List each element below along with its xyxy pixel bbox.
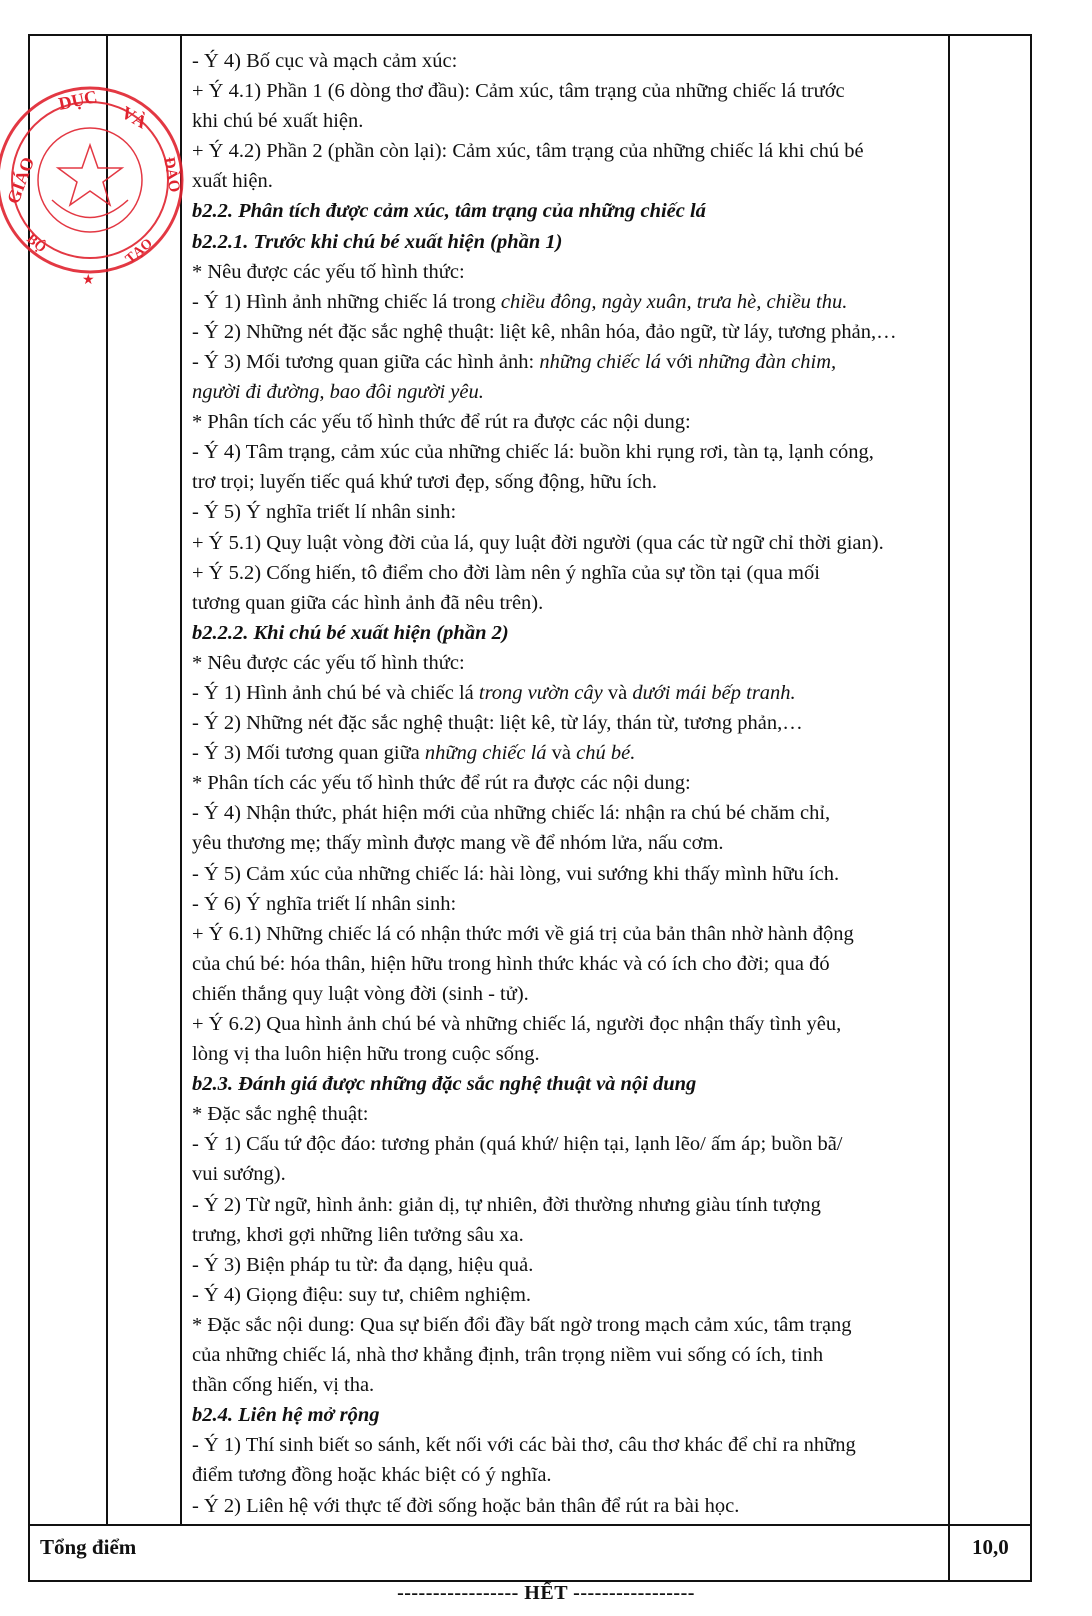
- svg-text:TẠO: TẠO: [122, 236, 156, 268]
- content-text: trơ trọi; luyến tiếc quá khứ tươi đẹp, sống động, hữu ích.: [192, 471, 657, 494]
- content-text: lòng vị tha luôn hiện hữu trong cuộc sống.: [192, 1043, 540, 1066]
- total-score: 10,0: [972, 1535, 1009, 1559]
- content-text: của những chiếc lá, nhà thơ khẳng định, trân trọng niềm vui sống có ích, tinh: [192, 1344, 824, 1367]
- content-line: [192, 738, 970, 768]
- content-text: - Ý 2) Những nét đặc sắc nghệ thuật: liệt kê, nhân hóa, đảo ngữ, từ láy, tương phản,…: [192, 320, 897, 343]
- content-line: [192, 1069, 970, 1099]
- content-text: - Ý 6) Ý nghĩa triết lí nhân sinh:: [192, 892, 457, 915]
- content-line: [192, 558, 970, 588]
- end-marker: ----------------- HẾT -----------------: [397, 1582, 695, 1604]
- content-line: [192, 196, 970, 226]
- table-border-top: [28, 34, 1032, 36]
- content-text: và: [546, 742, 577, 765]
- content-line: [192, 46, 970, 76]
- content-text: b2.4. Liên hệ mở rộng: [192, 1404, 380, 1427]
- content-text: * Phân tích các yếu tố hình thức để rút ra được các nội dung:: [192, 772, 691, 795]
- content-line: [192, 1190, 970, 1220]
- content-text: dưới mái bếp tranh.: [632, 681, 796, 704]
- content-line: [192, 497, 970, 527]
- content-line: [192, 1491, 970, 1521]
- svg-text:★: ★: [82, 273, 95, 288]
- content-text: tương quan giữa các hình ảnh đã nêu trên).: [192, 591, 544, 614]
- content-text: - Ý 1) Thí sinh biết so sánh, kết nối với các bài thơ, câu thơ khác để chỉ ra những: [192, 1434, 856, 1457]
- content-text: * Nêu được các yếu tố hình thức:: [192, 651, 465, 674]
- content-line: [192, 889, 970, 919]
- content-text: chiến thắng quy luật vòng đời (sinh - tử).: [192, 982, 529, 1005]
- content-line: [192, 859, 970, 889]
- content-line: [192, 1009, 970, 1039]
- content-line: [192, 347, 970, 377]
- content-text: xuất hiện.: [192, 170, 273, 193]
- content-text: + Ý 4.1) Phần 1 (6 dòng thơ đầu): Cảm xúc, tâm trạng của những chiếc lá trước: [192, 80, 845, 103]
- content-text: thần cống hiến, vị tha.: [192, 1374, 375, 1397]
- content-line: [192, 227, 970, 257]
- content-text: * Đặc sắc nghệ thuật:: [192, 1103, 369, 1126]
- table-border-left: [28, 34, 30, 1582]
- content-line: [192, 1250, 970, 1280]
- content-line: [192, 467, 970, 497]
- red-seal-stamp: [0, 40, 190, 288]
- content-line: [192, 437, 970, 467]
- content-line: [192, 919, 970, 949]
- content-text: - Ý 4) Bố cục và mạch cảm xúc:: [192, 50, 458, 72]
- table-border-total-top: [28, 1524, 1032, 1526]
- content-text: b2.2.2. Khi chú bé xuất hiện (phần 2): [192, 621, 509, 644]
- content-text: b2.2.1. Trước khi chú bé xuất hiện (phần 1): [192, 230, 563, 253]
- content-text: - Ý 4) Nhận thức, phát hiện mới của những chiếc lá: nhận ra chú bé chăm chỉ,: [192, 802, 831, 825]
- content-text: - Ý 3) Mối tương quan giữa: [192, 742, 425, 765]
- content-line: [192, 136, 970, 166]
- content-text: - Ý 1) Hình ảnh chú bé và chiếc lá: [192, 681, 479, 704]
- content-line: [192, 588, 970, 618]
- content-text: - Ý 5) Ý nghĩa triết lí nhân sinh:: [192, 501, 457, 524]
- content-line: [192, 1220, 970, 1250]
- content-text: - Ý 2) Từ ngữ, hình ảnh: giản dị, tự nhiên, đời thường nhưng giàu tính tượng: [192, 1193, 821, 1216]
- content-text: + Ý 5.2) Cống hiến, tô điểm cho đời làm nên ý nghĩa của sự tồn tại (qua mối: [192, 561, 820, 584]
- content-line: [192, 407, 970, 437]
- content-line: [192, 287, 970, 317]
- content-text: khi chú bé xuất hiện.: [192, 110, 364, 133]
- svg-text:VÀ: VÀ: [118, 102, 151, 133]
- content-text: - Ý 2) Liên hệ với thực tế đời sống hoặc bản thân để rút ra bài học.: [192, 1494, 740, 1517]
- content-line: [192, 828, 970, 858]
- svg-text:BỘ: BỘ: [23, 231, 49, 257]
- content-text: người đi đường, bao đôi người yêu.: [192, 381, 484, 404]
- content-line: [192, 1129, 970, 1159]
- content-text: * Phân tích các yếu tố hình thức để rút ra được các nội dung:: [192, 411, 691, 434]
- content-text: và: [602, 681, 633, 704]
- content-text: chú bé.: [576, 742, 636, 765]
- answer-content: [192, 46, 970, 1521]
- content-text: + Ý 5.1) Quy luật vòng đời của lá, quy luật đời người (qua các từ ngữ chỉ thời gian).: [192, 531, 884, 554]
- content-line: [192, 648, 970, 678]
- content-line: [192, 1400, 970, 1430]
- total-label: Tổng điểm: [40, 1535, 137, 1559]
- content-text: + Ý 6.1) Những chiếc lá có nhận thức mới về giá trị của bản thân nhờ hành động: [192, 922, 854, 945]
- content-line: [192, 1460, 970, 1490]
- content-text: chiều đông, ngày xuân, trưa hè, chiều thu.: [500, 290, 848, 313]
- svg-text:DỤC: DỤC: [56, 86, 99, 114]
- table-border-right: [1030, 34, 1032, 1582]
- content-text: * Nêu được các yếu tố hình thức:: [192, 260, 465, 283]
- content-text: trong vườn cây: [478, 681, 603, 704]
- content-line: [192, 1159, 970, 1189]
- content-line: [192, 257, 970, 287]
- content-text: của chú bé: hóa thân, hiện hữu trong hình thức khác và có ích cho đời; qua đó: [192, 952, 830, 975]
- content-line: [192, 949, 970, 979]
- content-text: - Ý 1) Cấu tứ độc đáo: tương phản (quá khứ/ hiện tại, lạnh lẽo/ ấm áp; buồn bã/: [192, 1133, 843, 1156]
- content-line: [192, 798, 970, 828]
- content-line: [192, 678, 970, 708]
- content-text: - Ý 5) Cảm xúc của những chiếc lá: hài lòng, vui sướng khi thấy mình hữu ích.: [192, 862, 840, 885]
- content-line: [192, 76, 970, 106]
- content-text: với: [660, 350, 698, 373]
- content-text: trưng, khơi gợi những liên tưởng sâu xa.: [192, 1223, 524, 1246]
- content-text: những chiếc lá: [424, 742, 547, 765]
- content-text: vui sướng).: [192, 1163, 286, 1186]
- content-line: [192, 1310, 970, 1340]
- content-text: - Ý 3) Biện pháp tu từ: đa dạng, hiệu quả.: [192, 1253, 534, 1276]
- content-text: - Ý 3) Mối tương quan giữa các hình ảnh:: [192, 350, 540, 373]
- content-text: b2.3. Đánh giá được những đặc sắc nghệ thuật và nội dung: [192, 1073, 697, 1096]
- content-line: [192, 377, 970, 407]
- content-text: - Ý 1) Hình ảnh những chiếc lá trong: [192, 290, 501, 313]
- content-line: [192, 1280, 970, 1310]
- content-text: * Đặc sắc nội dung: Qua sự biến đổi đầy bất ngờ trong mạch cảm xúc, tâm trạng: [192, 1313, 852, 1336]
- content-line: [192, 528, 970, 558]
- content-line: [192, 768, 970, 798]
- content-line: [192, 317, 970, 347]
- content-text: những đàn chim,: [698, 350, 837, 373]
- content-text: - Ý 2) Những nét đặc sắc nghệ thuật: liệt kê, từ láy, thán từ, tương phản,…: [192, 712, 803, 735]
- svg-text:ĐÀO: ĐÀO: [160, 155, 183, 194]
- content-text: + Ý 4.2) Phần 2 (phần còn lại): Cảm xúc, tâm trạng của những chiếc lá khi chú bé: [192, 140, 864, 163]
- content-line: [192, 166, 970, 196]
- content-line: [192, 1370, 970, 1400]
- content-line: [192, 1340, 970, 1370]
- content-line: [192, 1039, 970, 1069]
- content-text: - Ý 4) Tâm trạng, cảm xúc của những chiếc lá: buồn khi rụng rơi, tàn tạ, lạnh cóng,: [192, 441, 874, 464]
- svg-text:GIÁO: GIÁO: [2, 154, 39, 207]
- content-text: b2.2. Phân tích được cảm xúc, tâm trạng của những chiếc lá: [192, 200, 706, 223]
- content-line: [192, 708, 970, 738]
- content-text: điểm tương đồng hoặc khác biệt có ý nghĩa.: [192, 1464, 552, 1487]
- content-text: những chiếc lá: [539, 350, 661, 373]
- content-text: + Ý 6.2) Qua hình ảnh chú bé và những chiếc lá, người đọc nhận thấy tình yêu,: [192, 1013, 842, 1035]
- content-line: [192, 1430, 970, 1460]
- content-text: yêu thương mẹ; thấy mình được mang về để nhóm lửa, nấu cơm.: [192, 832, 724, 855]
- content-line: [192, 979, 970, 1009]
- content-line: [192, 106, 970, 136]
- content-text: - Ý 4) Giọng điệu: suy tư, chiêm nghiệm.: [192, 1283, 532, 1306]
- content-line: [192, 1099, 970, 1129]
- content-line: [192, 618, 970, 648]
